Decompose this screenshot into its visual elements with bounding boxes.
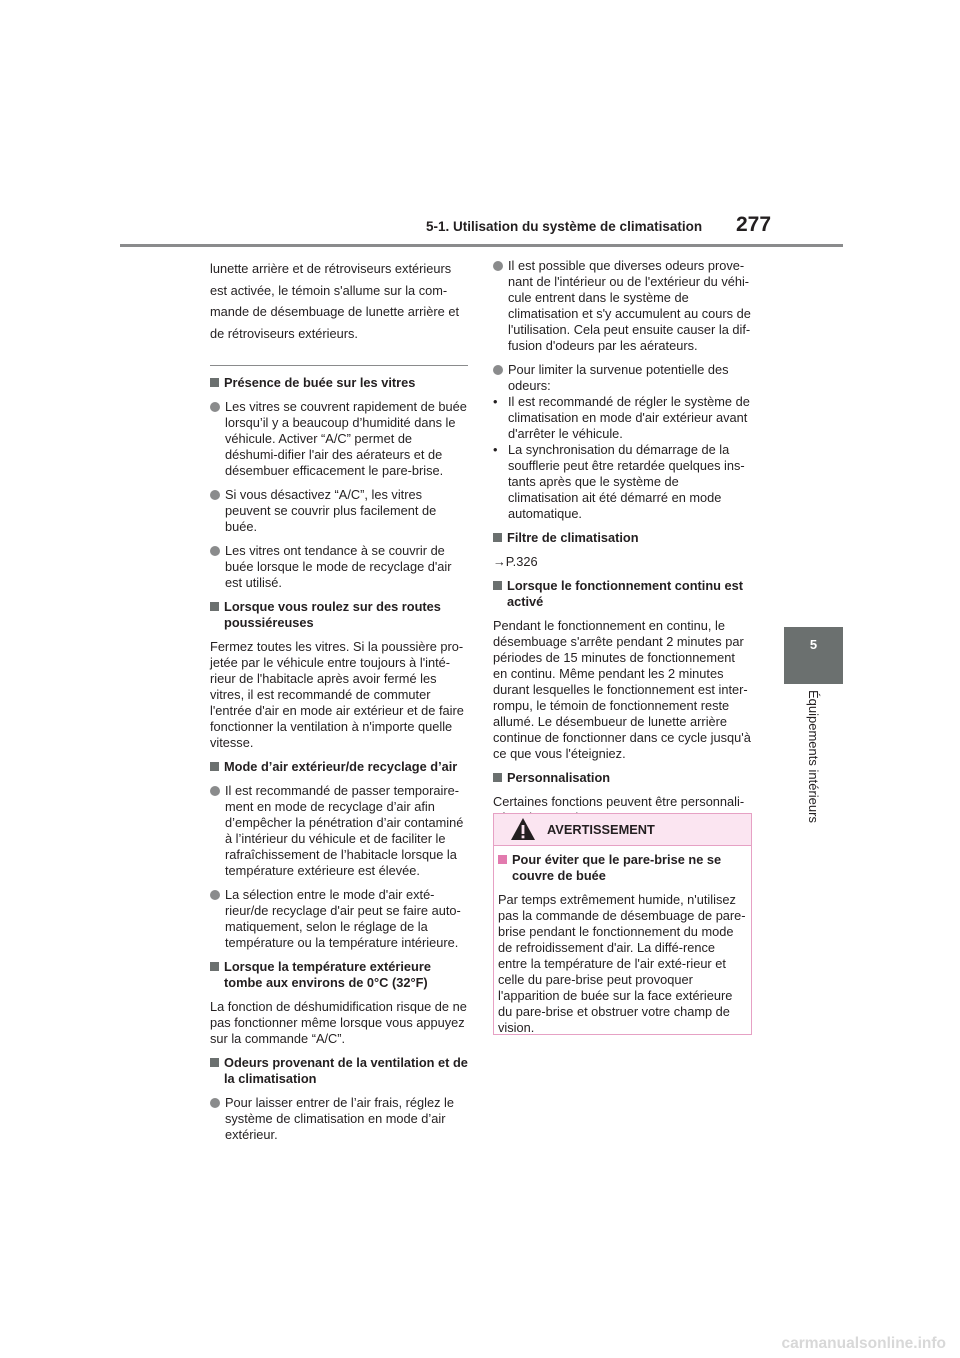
chapter-tab — [784, 627, 843, 684]
heading-mode-air: Mode d’air extérieur/de recyclage d’air — [210, 759, 468, 775]
lead-line: est activée, le témoin s'allume sur la com- — [210, 282, 448, 298]
heading-routes: Lorsque vous roulez sur des routes poussiéreuses — [210, 599, 468, 631]
bullet-item: Pour limiter la survenue potentielle des odeurs: • Il est recommandé de régler le système de climatisation en mode d'air extérieur avant d'arrêter le véhicule. • La synchronisation du démarrage de la soufflerie peut être retardée quelques ins-tants après que le système de climatisation ait été démarré en mode automatique. — [493, 362, 750, 521]
heading-odeurs: Odeurs provenant de la ventilation et de la climatisation — [210, 1055, 468, 1087]
warning-body — [494, 846, 751, 1036]
chapter-label: Équipements intérieurs — [806, 690, 821, 823]
paragraph: Fermez toutes les vitres. Si la poussière pro-jetée par le véhicule entre toujours à l'inté-rieur de l'habitacle après avoir fermé les vitres, il est recommandé de commuter l'entrée d'air en mode air extérieur et de faire fonctionner la ventilation à n'importe quelle vitesse. — [210, 639, 464, 751]
heading-buee: Présence de buée sur les vitres — [210, 375, 468, 391]
circle-bullet-icon — [210, 402, 220, 412]
heading-fonctionnement-continu: Lorsque le fonctionnement continu est activé — [493, 578, 751, 610]
watermark: carmanualsonline.info — [781, 1335, 946, 1352]
circle-bullet-icon — [493, 261, 503, 271]
circle-bullet-icon — [493, 365, 503, 375]
sub-bullet-icon: • — [493, 442, 498, 457]
lead-line: mande de désembuage de lunette arrière et — [210, 304, 459, 320]
warning-box — [493, 813, 752, 1035]
lead-paragraph — [210, 258, 468, 344]
square-bullet-icon — [493, 773, 502, 782]
circle-bullet-icon — [210, 786, 220, 796]
bullet-item: Les vitres se couvrent rapidement de buée lorsqu’il y a beaucoup d’humidité dans le véhicule. Activer “A/C” permet de déshumi-difier l'air des aérateurs et de désembuer efficacement le pare-brise. — [210, 399, 468, 479]
sub-bullet-icon: • — [493, 394, 498, 409]
paragraph: Pendant le fonctionnement en continu, le désembuage s'arrête pendant 2 minutes par périodes de 15 minutes de fonctionnement en continu. Même pendant les 2 minutes durant lesquelles le fonctionnement est inter-rompu, le témoin de fonctionnement reste allumé. Le désembueur de lunette arrière continue de fonctionner dans ce cycle jusqu'à ce que vous l'éteigniez. — [493, 618, 751, 761]
right-column — [493, 258, 751, 834]
sub-bullet-item: • Il est recommandé de régler le système de climatisation en mode d'air extérieur avant d'arrêter le véhicule. — [493, 394, 750, 441]
page-number: 277 — [736, 213, 772, 236]
square-bullet-icon — [210, 1058, 219, 1067]
square-bullet-icon — [210, 962, 219, 971]
paragraph: La fonction de déshumidification risque de ne pas fonctionner même lorsque vous appuyez sur la commande “A/C”. — [210, 999, 467, 1047]
warning-triangle-icon — [510, 817, 536, 841]
lead-line: de rétroviseurs extérieurs. — [210, 325, 358, 341]
circle-bullet-icon — [210, 1098, 220, 1108]
circle-bullet-icon — [210, 890, 220, 900]
heading-personnalisation: Personnalisation — [493, 770, 751, 786]
circle-bullet-icon — [210, 546, 220, 556]
bullet-item: Si vous désactivez “A/C”, les vitres peuvent se couvrir plus facilement de buée. — [210, 487, 468, 535]
warning-title: AVERTISSEMENT — [547, 822, 655, 837]
square-bullet-icon — [493, 581, 502, 590]
bullet-item: Les vitres ont tendance à se couvrir de buée lorsque le mode de recyclage d'air est utilisé. — [210, 543, 468, 591]
section-title: 5-1. Utilisation du système de climatisation — [426, 219, 703, 234]
heading-temperature: Lorsque la température extérieure tombe aux environs de 0°C (32°F) — [210, 959, 468, 991]
warning-text: Par temps extrêmement humide, n'utilisez pas la commande de désembuage de pare-brise pendant le fonctionnement du mode de refroidissement d'air. La diffé-rence entre la température de l'air exté-rieur et celle du pare-brise peut provoquer l'apparition de buée sur la face extérieure du pare-brise et obstruer votre champ de vision. — [498, 892, 746, 1035]
footer — [0, 1318, 960, 1358]
header-divider — [120, 244, 843, 247]
section-divider — [210, 365, 468, 366]
bullet-item: Pour laisser entrer de l’air frais, réglez le système de climatisation en mode d’air extérieur. — [210, 1095, 468, 1143]
warning-heading: Pour éviter que le pare-brise ne se couvre de buée — [498, 852, 747, 884]
warning-header — [494, 814, 751, 846]
left-column — [210, 258, 468, 1151]
circle-bullet-icon — [210, 490, 220, 500]
square-bullet-icon — [498, 855, 507, 864]
chapter-number: 5 — [809, 637, 818, 652]
square-bullet-icon — [210, 762, 219, 771]
paragraph: Certaines fonctions peuvent être personnali- — [493, 794, 745, 809]
square-bullet-icon — [210, 378, 219, 387]
lead-line: lunette arrière et de rétroviseurs extérieurs — [210, 261, 452, 276]
page-reference: →P.326 — [493, 554, 538, 569]
square-bullet-icon — [493, 533, 502, 542]
sub-bullet-item: • La synchronisation du démarrage de la soufflerie peut être retardée quelques ins-tants après que le système de climatisation ait été démarré en mode automatique. — [493, 442, 745, 521]
square-bullet-icon — [210, 602, 219, 611]
bullet-item: Il est recommandé de passer temporaire-ment en mode de recyclage d’air afin d’empêcher la pénétration d’air contaminé à l’intérieur du véhicule et de faciliter le rafraîchissement de l’habitacle lorsque la température extérieure est élevée. — [210, 783, 468, 879]
bullet-item: Il est possible que diverses odeurs prove-nant de l'intérieur ou de l'extérieur du véhi-cule entrent dans le système de climatisation et s'y accumulent au cours de l'utilisation. Cela peut ensuite causer la dif-fusion d'odeurs par les aérateurs. — [493, 258, 751, 354]
heading-filtre: Filtre de climatisation — [493, 530, 751, 546]
bullet-item: La sélection entre le mode d'air exté-rieur/de recyclage d'air peut se faire auto-matiquement, selon le réglage de la température ou la température intérieure. — [210, 887, 468, 951]
